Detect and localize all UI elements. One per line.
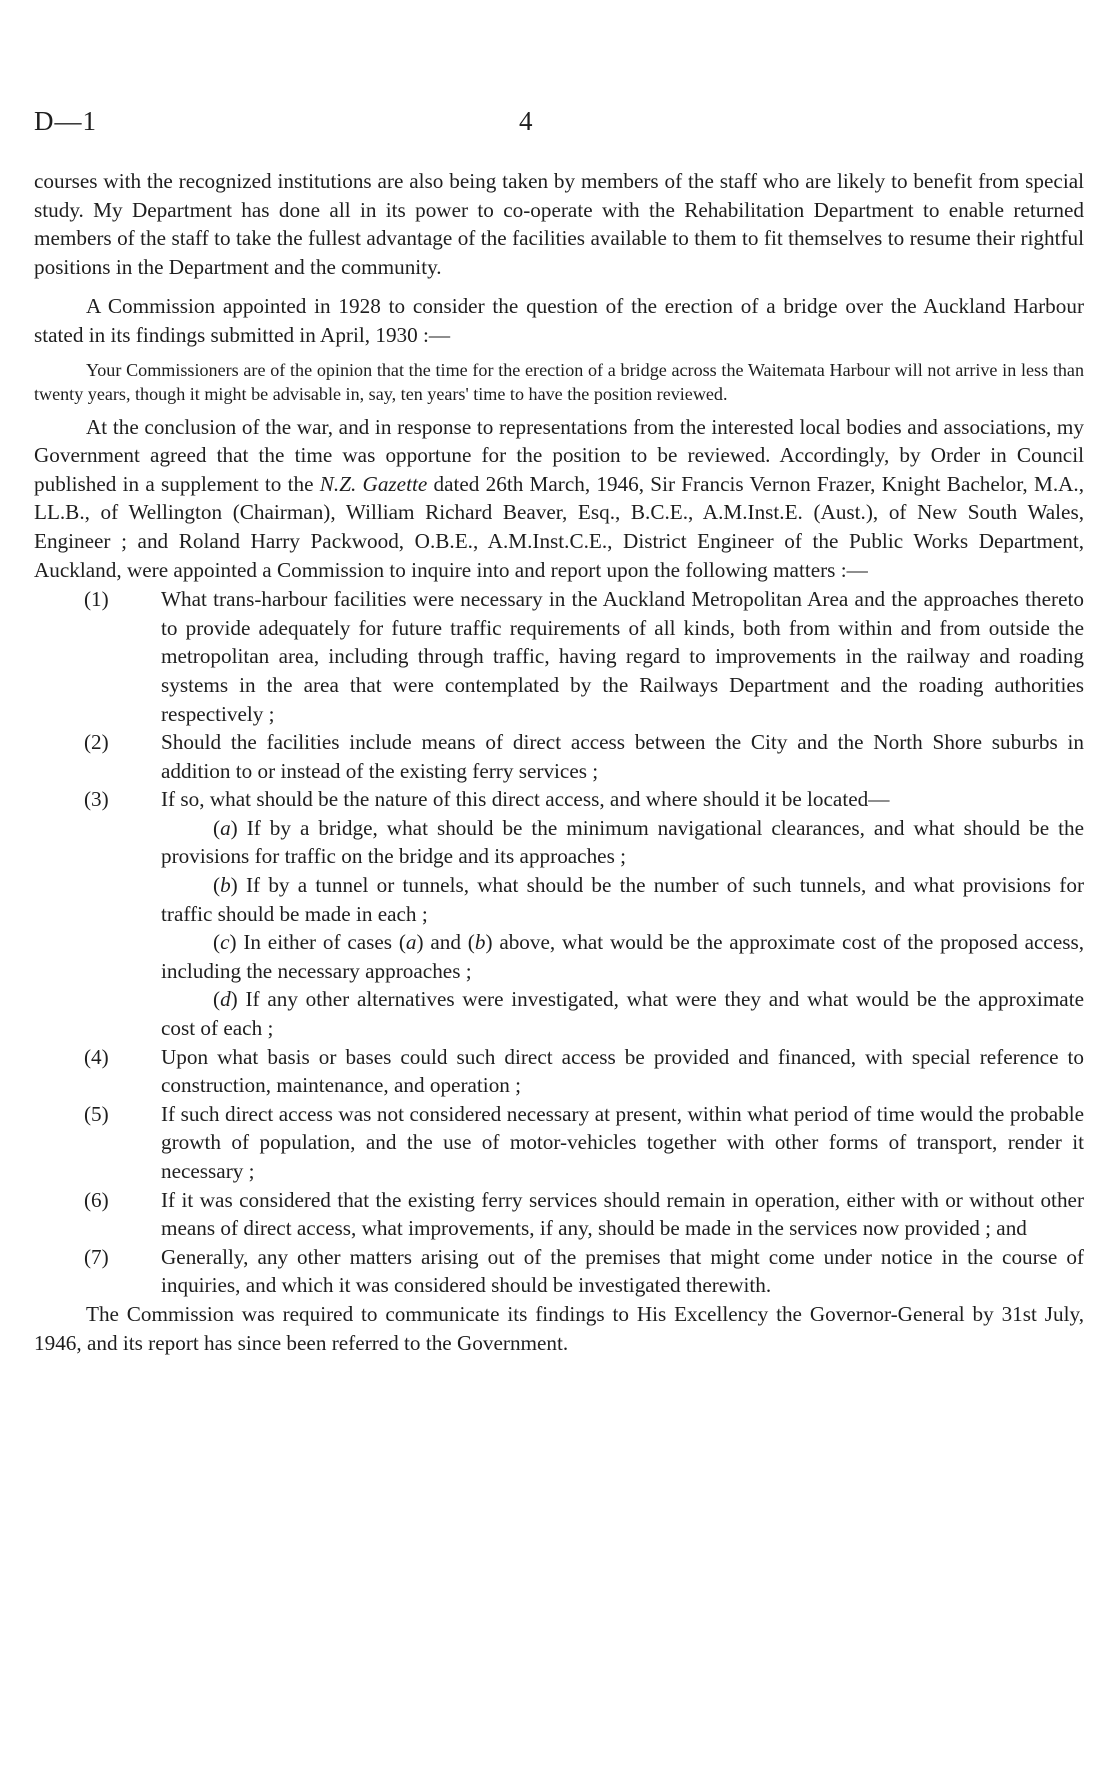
sub-item-text: and	[423, 930, 468, 955]
sub-item-text: If by a bridge, what should be the minimum navigational clearances, and what should be the provisions for traffic on the bridge and its approaches ;	[161, 815, 1084, 869]
block-quote: Your Commissioners are of the opinion that the time for the erection of a bridge across the Waitemata Harbour will not arrive in less than twenty years, though it might be advisable in, say, ten years' time to have the position reviewed.	[34, 359, 1084, 405]
list-item	[34, 1043, 1084, 1100]
sub-item: (c) In either of cases (a) and (b) above, what would be the approximate cost of the proposed access, including the necessary approaches ;	[161, 930, 1085, 983]
sub-item-letter: c	[220, 930, 230, 955]
item-number: (2)	[84, 730, 109, 755]
sub-item: (a) If by a bridge, what should be the minimum navigational clearances, and what should be the provisions for traffic on the bridge and its approaches ;	[161, 815, 1084, 869]
list-item	[34, 728, 1084, 785]
text-run: dated 26th March, 1946, Sir Francis Vernon Frazer, Knight Bachelor, M.A., LL.B., of Wellington (Chairman), William Richard Beaver, Esq., B.C.E., A.M.Inst.E. (Aust.), of New South Wales, Engineer ; and Roland Harry Packwood, O.B.E., A.M.Inst.C.E., District Engineer of the Public Works Department, Auckland, were appointed a Commission to inquire into and report upon the following matters :—	[34, 471, 1085, 582]
document-body	[34, 167, 1084, 1357]
item-text: If such direct access was not considered necessary at present, within what period of time would the probable growth of population, and the use of motor-vehicles together with other forms of transport, render it necessary ;	[161, 1101, 1084, 1183]
sub-item-letter: b	[220, 873, 231, 898]
matters-list	[34, 585, 1084, 1300]
item-number: (7)	[84, 1244, 109, 1269]
item-text: Upon what basis or bases could such direct access be provided and financed, with special reference to construction, maintenance, and operation ;	[161, 1044, 1084, 1098]
sub-item-text: If by a tunnel or tunnels, what should be the number of such tunnels, and what provisions for traffic should be made in each ;	[161, 873, 1084, 926]
case-ref: b	[474, 930, 486, 955]
paragraph-continuation: courses with the recognized institutions are also being taken by members of the staff who are likely to benefit from special study. My Department has done all in its power to co-operate with the Rehabilitation Department to enable returned members of the staff to take the fullest advantage of the facilities available to them to fit themselves to resume their rightful positions in the Department and the community.	[34, 169, 1084, 279]
sub-item-letter: d	[220, 987, 231, 1012]
item-text: If it was considered that the existing ferry services should remain in operation, either with or without other means of direct access, what improvements, if any, should be made in the services now provided ; and	[161, 1187, 1084, 1241]
list-item	[34, 585, 1084, 728]
gazette-title: N.Z. Gazette	[319, 471, 428, 496]
list-item	[34, 1186, 1084, 1243]
sub-item-letter: a	[220, 815, 231, 840]
sub-item-text: In either of cases	[243, 930, 399, 955]
paragraph-commission-1928: A Commission appointed in 1928 to consider the question of the erection of a bridge over the Auckland Harbour stated in its findings submitted in April, 1930 :—	[34, 294, 1084, 347]
item-number: (1)	[84, 587, 109, 612]
sub-item-text: above, what would be the approximate cost of the proposed access, including the necessary approaches ;	[161, 930, 1085, 983]
list-item	[34, 1100, 1084, 1186]
item-number: (4)	[84, 1044, 109, 1069]
sub-item: (d) If any other alternatives were investigated, what were they and what would be the approximate cost of each ;	[161, 987, 1084, 1041]
sub-item-text: If any other alternatives were investigated, what were they and what would be the approximate cost of each ;	[161, 987, 1084, 1041]
item-text: If so, what should be the nature of this direct access, and where should it be located—	[161, 787, 890, 812]
item-text: Should the facilities include means of direct access between the City and the North Shore suburbs in addition to or instead of the existing ferry services ;	[161, 730, 1084, 783]
document-code: D—1	[34, 106, 97, 136]
item-number: (5)	[84, 1101, 109, 1126]
list-item	[34, 785, 1084, 1042]
item-text: What trans-harbour facilities were necessary in the Auckland Metropolitan Area and the approaches thereto to provide adequately for future traffic requirements of all kinds, both from within and from outside the metropolitan area, including through traffic, having regard to improvements in the railway and roading systems in the area that were contemplated by the Railways Department and the roading authorities respectively ;	[161, 587, 1084, 726]
item-number: (6)	[84, 1187, 109, 1212]
paragraph-closing: The Commission was required to communicate its findings to His Excellency the Governor-General by 31st July, 1946, and its report has since been referred to the Government.	[34, 1301, 1084, 1355]
page-number: 4	[519, 106, 533, 136]
sub-item: (b) If by a tunnel or tunnels, what should be the number of such tunnels, and what provisions for traffic should be made in each ;	[161, 873, 1084, 926]
paragraph-commission-1946	[34, 413, 1084, 585]
item-number: (3)	[84, 787, 109, 812]
item-text: Generally, any other matters arising out of the premises that might come under notice in the course of inquiries, and which it was considered should be investigated therewith.	[161, 1244, 1084, 1298]
text-run: At the conclusion of the war, and in response to representations from the interested local bodies and associations, my Government agreed that the time was opportune for the position to be reviewed. Accordingly, by Order in Council published in a supplement to the	[34, 414, 1084, 496]
case-ref: a	[405, 930, 417, 955]
list-item	[34, 1243, 1084, 1300]
